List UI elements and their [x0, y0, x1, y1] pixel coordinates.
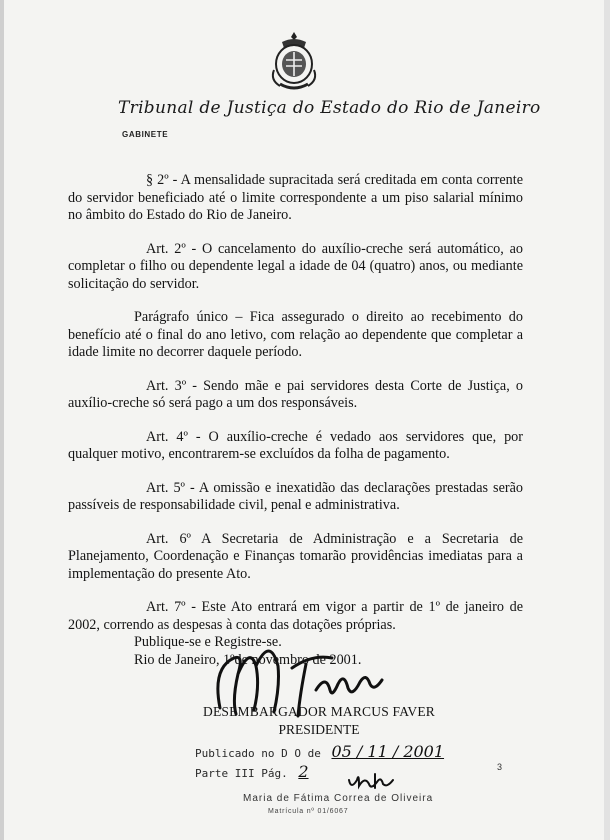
article-5: Art. 5º - A omissão e inexatidão das declarações prestadas serão passíveis de responsabilidade civil, penal e administrativa. — [68, 479, 523, 513]
department-label: GABINETE — [122, 130, 169, 139]
signatory-title: PRESIDENTE — [278, 722, 360, 737]
clerk-registration: Matrícula nº 01/6067 — [268, 808, 349, 815]
scan-edge-left — [0, 0, 4, 840]
clerk-initials-icon — [345, 770, 405, 794]
article-6: Art. 6º A Secretaria de Administração e a Secretaria de Planejamento, Coordenação e Finanças tomarão providências imediatas para a implementação do presente Ato. — [68, 530, 523, 582]
coat-of-arms-icon — [268, 30, 320, 92]
article-3: Art. 3º - Sendo mãe e pai servidores desta Corte de Justiça, o auxílio-creche só será pago a um dos responsáveis. — [68, 377, 523, 411]
place-and-date: Rio de Janeiro, 1ºde novembro de 2001. — [134, 651, 362, 668]
signatory-name: DESEMBARGADOR MARCUS FAVER — [203, 704, 435, 719]
scan-edge-right — [604, 0, 610, 840]
paragraph-2-section: § 2º - A mensalidade supracitada será creditada em conta corrente do servidor beneficiado até o limite correspondente a um piso salarial mínimo no âmbito do Estado do Rio de Janeiro. — [68, 172, 523, 223]
publication-stamp — [195, 742, 465, 782]
published-label: Publicado no D O de — [195, 747, 321, 760]
act-body — [68, 172, 523, 669]
page-label: Parte III Pág. — [195, 767, 288, 780]
page-number: 3 — [497, 762, 503, 772]
sole-paragraph: Parágrafo único – Fica assegurado o direito ao recebimento do benefício até o final do ano letivo, com relação ao dependente que completar a idade limite no decorrer daquele período. — [68, 309, 523, 360]
article-4: Art. 4º - O auxílio-creche é vedado aos servidores que, por qualquer motivo, encontrarem-se excluídos da folha de pagamento. — [68, 428, 523, 462]
closing-formula: Publique-se e Registre-se. — [134, 634, 282, 650]
article-2: Art. 2º - O cancelamento do auxílio-creche será automático, ao completar o filho ou dependente legal a idade de 04 (quatro) anos, ou mediante solicitação do servidor. — [68, 240, 523, 292]
article-7: Art. 7º - Este Ato entrará em vigor a partir de 1º de janeiro de 2002, correndo as despesas à conta das dotações próprias. — [68, 599, 523, 633]
page-value: 2 — [298, 762, 309, 781]
court-name: Tribunal de Justiça do Estado do Rio de Janeiro — [118, 98, 541, 118]
published-date: 05 / 11 / 2001 — [331, 742, 445, 761]
clerk-name: Maria de Fátima Correa de Oliveira — [243, 793, 434, 804]
